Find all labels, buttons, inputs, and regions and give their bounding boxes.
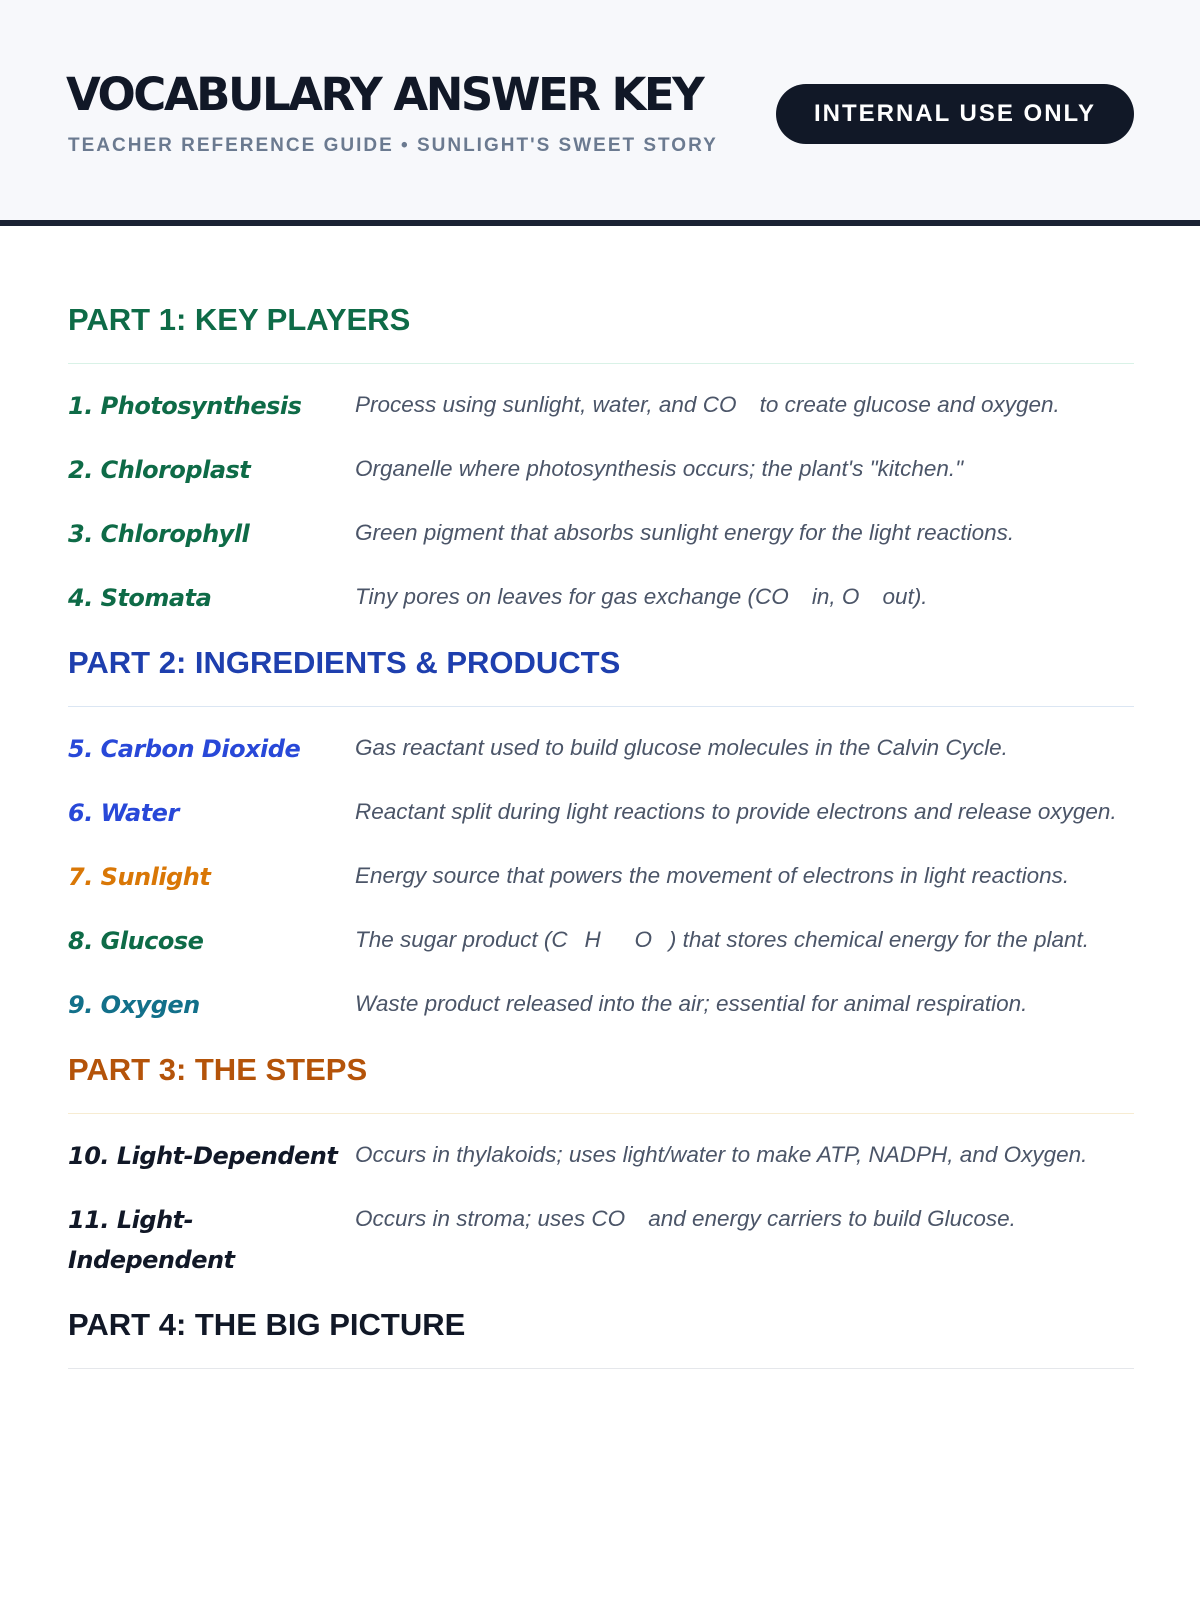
vocab-term: 11. Light-Independent [68,1206,235,1274]
section-key-players [68,300,1134,618]
vocab-term: 6. Water [68,799,179,827]
section-title: PART 1: KEY PLAYERS [68,302,411,337]
vocab-term: 9. Oxygen [68,991,200,1019]
vocab-term: 2. Chloroplast [68,456,251,484]
vocabulary-content [0,300,1200,1369]
vocab-definition: Waste product released into the air; essential for animal respiration. [355,991,1028,1016]
vocab-definition: Occurs in stroma; uses CO  and energy carriers to build Glucose. [355,1206,1016,1231]
section-title: PART 3: THE STEPS [68,1052,368,1087]
vocab-definition: Gas reactant used to build glucose molecules in the Calvin Cycle. [355,735,1008,760]
section-big-picture [68,1305,1134,1369]
section-title: PART 4: THE BIG PICTURE [68,1307,466,1342]
internal-use-badge: INTERNAL USE ONLY [776,84,1134,144]
vocab-term: 10. Light-Dependent [68,1142,338,1170]
vocab-definition: Organelle where photosynthesis occurs; the plant's "kitchen." [355,456,964,481]
section-divider [68,1368,1134,1369]
page-title: VOCABULARY ANSWER KEY [66,68,703,121]
vocab-definition: Tiny pores on leaves for gas exchange (CO  in, O  out). [355,584,928,609]
vocab-entry [68,578,1134,618]
vocab-term: 7. Sunlight [68,863,211,891]
vocab-definition: Process using sunlight, water, and CO  to create glucose and oxygen. [355,392,1060,417]
section-divider [68,1113,1134,1114]
vocab-definition: The sugar product (C H  O ) that stores chemical energy for the plant. [355,927,1090,952]
vocab-entry [68,857,1134,897]
page-subtitle: TEACHER REFERENCE GUIDE • SUNLIGHT'S SWEET STORY [68,135,718,156]
vocab-entry [68,450,1134,490]
section-divider [68,363,1134,364]
section-the-steps [68,1050,1134,1280]
vocab-entry [68,729,1134,769]
vocab-entry [68,921,1134,961]
vocab-entry [68,514,1134,554]
vocab-entry [68,793,1134,833]
vocab-term: 8. Glucose [68,927,204,955]
vocab-definition: Occurs in thylakoids; uses light/water to make ATP, NADPH, and Oxygen. [355,1142,1088,1167]
vocab-term: 1. Photosynthesis [68,392,302,420]
vocab-entry [68,386,1134,426]
vocab-term: 5. Carbon Dioxide [68,735,301,763]
vocab-term: 3. Chlorophyll [68,520,250,548]
vocab-definition: Green pigment that absorbs sunlight energy for the light reactions. [355,520,1015,545]
page-header [0,0,1200,226]
section-ingredients-products [68,643,1134,1025]
vocab-entry [68,1136,1134,1176]
vocab-definition: Reactant split during light reactions to provide electrons and release oxygen. [355,799,1117,824]
vocab-definition: Energy source that powers the movement of electrons in light reactions. [355,863,1070,888]
section-divider [68,706,1134,707]
vocab-entry [68,1200,1134,1280]
vocab-entry [68,985,1134,1025]
vocab-term: 4. Stomata [68,584,212,612]
section-title: PART 2: INGREDIENTS & PRODUCTS [68,645,621,680]
